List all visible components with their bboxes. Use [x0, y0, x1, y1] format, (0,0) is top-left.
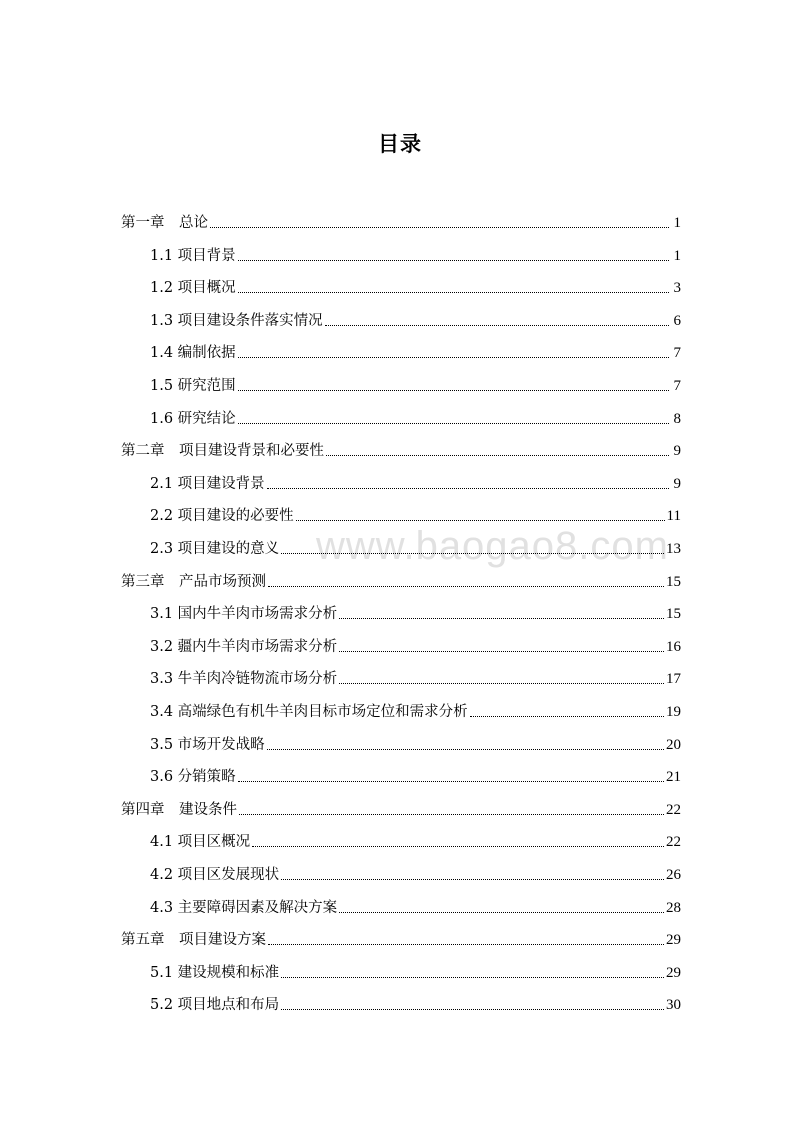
toc-chapter-entry[interactable] [121, 434, 681, 460]
toc-entry-number: 1.6 [150, 410, 178, 427]
toc-entry-number: 1.1 [150, 247, 178, 264]
dot-leader [238, 259, 669, 261]
toc-section-entry[interactable] [150, 988, 681, 1014]
toc-section-entry[interactable] [150, 662, 681, 688]
toc-section-entry[interactable] [150, 956, 681, 982]
toc-entry-page-number: 3 [673, 280, 681, 297]
toc-entry-label: 国内牛羊肉市场需求分析 [177, 606, 338, 623]
toc-section-entry[interactable] [150, 336, 681, 362]
toc-section-entry[interactable] [150, 825, 681, 851]
toc-entry-page-number: 22 [666, 834, 681, 851]
toc-entry-page-number: 8 [673, 410, 681, 427]
dot-leader [238, 356, 669, 358]
toc-entry-label: 项目建设的必要性 [177, 508, 294, 525]
toc-entry-page-number: 20 [666, 736, 681, 753]
toc-section-entry[interactable] [150, 532, 681, 558]
dot-leader [281, 1008, 664, 1010]
toc-entry-number: 第五章 [121, 932, 179, 949]
toc-entry-label: 研究范围 [177, 378, 236, 394]
watermark: www.baogao8.com [316, 524, 669, 568]
toc-entry-number: 3.4 [150, 704, 178, 720]
dot-leader [238, 291, 669, 293]
toc-entry-page-number: 11 [666, 508, 681, 525]
toc-section-entry[interactable] [150, 271, 681, 297]
dot-leader [238, 389, 669, 391]
toc-section-entry[interactable] [150, 369, 681, 395]
toc-entry-number: 第四章 [121, 801, 179, 818]
toc-entry-number: 3.5 [150, 736, 178, 753]
dot-leader [267, 748, 664, 750]
toc-entry-number: 2.3 [150, 541, 178, 557]
toc-entry-label: 分销策略 [177, 769, 236, 786]
toc-chapter-entry[interactable] [121, 206, 681, 232]
toc-entry-label: 项目建设的意义 [177, 541, 280, 557]
toc-entry-page-number: 29 [666, 932, 681, 949]
dot-leader [339, 682, 664, 684]
dot-leader [268, 585, 664, 587]
toc-entry-label: 产品市场预测 [179, 573, 266, 590]
toc-section-entry[interactable] [150, 402, 681, 428]
toc-entry-label: 研究结论 [177, 410, 236, 427]
dot-leader [267, 487, 669, 489]
toc-entry-label: 市场开发战略 [177, 736, 265, 753]
dot-leader [281, 552, 664, 554]
toc-entry-label: 项目地点和布局 [177, 997, 280, 1014]
toc-section-entry[interactable] [150, 695, 681, 721]
page-title: 目录 [378, 132, 422, 156]
toc-entry-number: 第一章 [121, 215, 179, 231]
toc-entry-label: 编制依据 [177, 345, 236, 362]
toc-section-entry[interactable] [150, 760, 681, 786]
toc-entry-label: 项目建设背景和必要性 [179, 443, 324, 460]
dot-leader [339, 911, 664, 913]
toc-entry-label: 疆内牛羊肉市场需求分析 [177, 638, 338, 655]
toc-entry-number: 4.1 [150, 834, 178, 851]
toc-entry-number: 1.2 [150, 280, 178, 297]
toc-entry-page-number: 1 [673, 215, 681, 231]
toc-entry-page-number: 19 [666, 704, 681, 720]
toc-entry-page-number: 17 [666, 671, 681, 688]
toc-section-entry[interactable] [150, 858, 681, 884]
dot-leader [339, 617, 664, 619]
toc-chapter-entry[interactable] [121, 923, 681, 949]
toc-entry-label: 项目建设条件落实情况 [177, 312, 323, 329]
toc-entry-label: 项目区概况 [177, 834, 251, 851]
toc-entry-page-number: 7 [673, 378, 681, 394]
toc-entry-label: 建设规模和标准 [177, 964, 280, 981]
dot-leader [268, 943, 664, 945]
toc-entry-number: 1.4 [150, 345, 178, 362]
toc-entry-page-number: 22 [666, 801, 681, 818]
dot-leader [281, 878, 664, 880]
dot-leader [252, 845, 664, 847]
toc-entry-page-number: 21 [666, 769, 681, 786]
dot-leader [470, 715, 664, 717]
dot-leader [238, 422, 669, 424]
toc-entry-number: 第二章 [121, 443, 179, 460]
toc-entry-page-number: 9 [673, 443, 681, 460]
toc-entry-page-number: 6 [673, 312, 681, 329]
toc-entry-page-number: 26 [666, 867, 681, 883]
toc-entry-page-number: 29 [666, 964, 681, 981]
toc-entry-number: 4.2 [150, 867, 178, 883]
toc-entry-label: 总论 [179, 215, 208, 231]
toc-entry-number: 2.2 [150, 508, 178, 525]
toc-entry-page-number: 16 [666, 638, 681, 655]
toc-section-entry[interactable] [150, 467, 681, 493]
toc-entry-page-number: 7 [673, 345, 681, 362]
toc-entry-label: 建设条件 [179, 801, 237, 818]
toc-entry-number: 3.6 [150, 769, 178, 786]
toc-entry-number: 2.1 [150, 475, 178, 492]
toc-entry-label: 高端绿色有机牛羊肉目标市场定位和需求分析 [177, 704, 468, 720]
toc-entry-page-number: 28 [666, 899, 681, 916]
toc-entry-label: 牛羊肉冷链物流市场分析 [177, 671, 338, 688]
toc-entry-label: 主要障碍因素及解决方案 [177, 899, 338, 916]
toc-chapter-entry[interactable] [121, 793, 681, 819]
dot-leader [326, 454, 669, 456]
dot-leader [281, 976, 664, 978]
toc-entry-label: 项目建设方案 [179, 932, 266, 949]
toc-section-entry[interactable] [150, 891, 681, 917]
toc-entry-number: 3.1 [150, 606, 178, 623]
dot-leader [339, 650, 664, 652]
toc-section-entry[interactable] [150, 630, 681, 656]
dot-leader [238, 780, 664, 782]
toc-entry-number: 第三章 [121, 573, 179, 590]
toc-entry-number: 1.3 [150, 312, 178, 329]
toc-section-entry[interactable] [150, 597, 681, 623]
dot-leader [296, 519, 665, 521]
toc-section-entry[interactable] [150, 304, 681, 330]
dot-leader [239, 813, 664, 815]
toc-entry-number: 3.3 [150, 671, 178, 688]
dot-leader [210, 226, 669, 228]
toc-entry-label: 项目区发展现状 [177, 867, 280, 883]
toc-entry-page-number: 13 [666, 541, 681, 557]
toc-section-entry[interactable] [150, 499, 681, 525]
toc-entry-number: 1.5 [150, 378, 178, 394]
toc-entry-number: 5.2 [150, 997, 178, 1014]
toc-entry-label: 项目概况 [177, 280, 236, 297]
toc-entry-number: 4.3 [150, 899, 178, 916]
toc-entry-label: 项目背景 [177, 247, 236, 264]
dot-leader [325, 324, 669, 326]
toc-section-entry[interactable] [150, 728, 681, 754]
toc-entry-page-number: 1 [673, 247, 681, 264]
toc-entry-number: 5.1 [150, 964, 178, 981]
toc-entry-label: 项目建设背景 [177, 475, 265, 492]
toc-entry-page-number: 15 [666, 573, 681, 590]
toc-entry-page-number: 9 [673, 475, 681, 492]
toc-entry-page-number: 30 [666, 997, 681, 1014]
toc-chapter-entry[interactable] [121, 565, 681, 591]
toc-entry-number: 3.2 [150, 638, 178, 655]
toc-entry-page-number: 15 [666, 606, 681, 623]
toc-section-entry[interactable] [150, 239, 681, 265]
